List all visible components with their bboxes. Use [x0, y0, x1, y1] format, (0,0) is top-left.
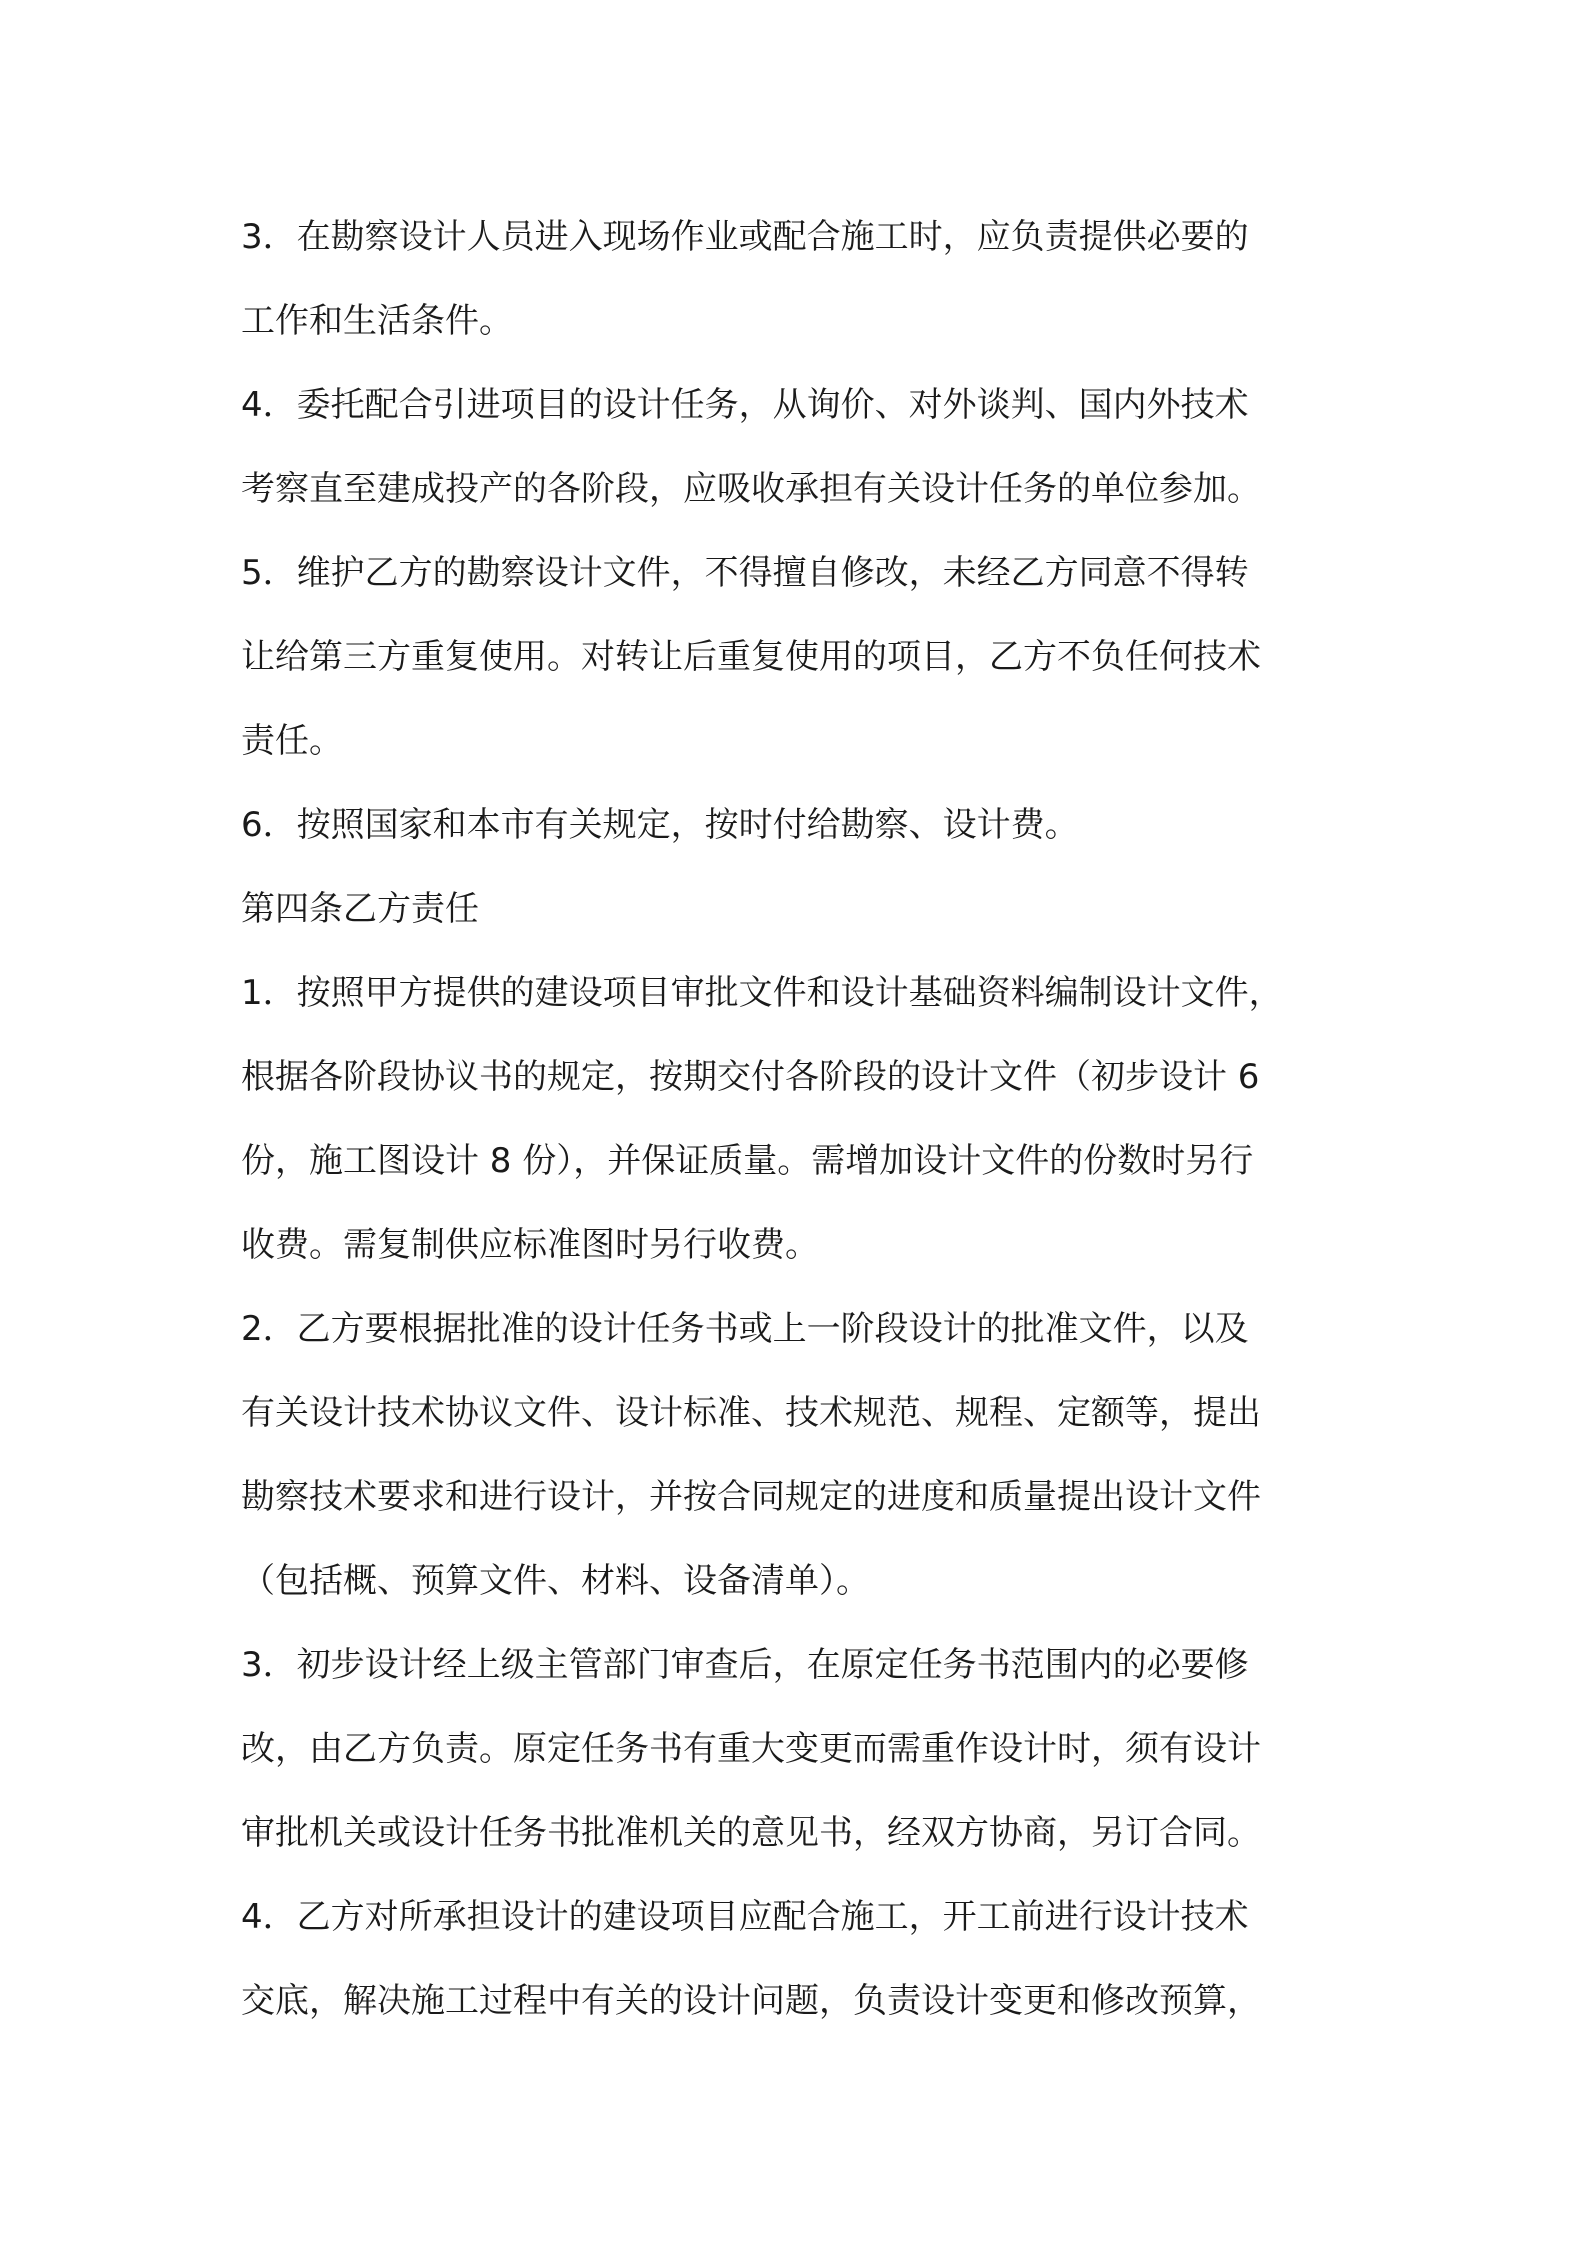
- text-line: 4．委托配合引进项目的设计任务，从询价、对外谈判、国内外技术: [241, 385, 1249, 425]
- paragraph-item-5: [241, 531, 1361, 783]
- text-line: 责任。: [241, 721, 343, 761]
- text-line: （包括概、预算文件、材料、设备清单）。: [241, 1561, 870, 1601]
- paragraph-item-6: [241, 783, 1361, 867]
- paragraph-item-3b: [241, 1623, 1361, 1875]
- paragraph-item-2: [241, 1287, 1361, 1623]
- section-heading-text: 第四条乙方责任: [241, 889, 479, 929]
- document-body: [241, 195, 1361, 2043]
- text-line: 1．按照甲方提供的建设项目审批文件和设计基础资料编制设计文件，: [241, 973, 1283, 1013]
- text-line: 5．维护乙方的勘察设计文件，不得擅自修改，未经乙方同意不得转: [241, 553, 1249, 593]
- paragraph-item-4: [241, 363, 1361, 531]
- text-line: 考察直至建成投产的各阶段，应吸收承担有关设计任务的单位参加。: [241, 469, 1261, 509]
- text-line: 4．乙方对所承担设计的建设项目应配合施工，开工前进行设计技术: [241, 1897, 1249, 1937]
- text-line: 勘察技术要求和进行设计，并按合同规定的进度和质量提出设计文件: [241, 1477, 1261, 1517]
- text-line: 6．按照国家和本市有关规定，按时付给勘察、设计费。: [241, 805, 1079, 845]
- text-line: 交底，解决施工过程中有关的设计问题，负责设计变更和修改预算，: [241, 1981, 1261, 2021]
- text-line: 工作和生活条件。: [241, 301, 513, 341]
- text-line: 份，施工图设计 8 份），并保证质量。需增加设计文件的份数时另行: [241, 1141, 1254, 1181]
- section-heading: [241, 867, 1361, 951]
- text-line: 改，由乙方负责。原定任务书有重大变更而需重作设计时，须有设计: [241, 1729, 1261, 1769]
- text-line: 让给第三方重复使用。对转让后重复使用的项目，乙方不负任何技术: [241, 637, 1261, 677]
- text-line: 收费。需复制供应标准图时另行收费。: [241, 1225, 819, 1265]
- text-line: 3．初步设计经上级主管部门审查后，在原定任务书范围内的必要修: [241, 1645, 1249, 1685]
- text-line: 有关设计技术协议文件、设计标准、技术规范、规程、定额等，提出: [241, 1393, 1261, 1433]
- paragraph-item-1: [241, 951, 1361, 1287]
- paragraph-item-3: [241, 195, 1361, 363]
- paragraph-item-4b: [241, 1875, 1361, 2043]
- text-line: 审批机关或设计任务书批准机关的意见书，经双方协商，另订合同。: [241, 1813, 1261, 1853]
- text-line: 根据各阶段协议书的规定，按期交付各阶段的设计文件（初步设计 6: [241, 1057, 1260, 1097]
- text-line: 3．在勘察设计人员进入现场作业或配合施工时，应负责提供必要的: [241, 217, 1249, 257]
- text-line: 2．乙方要根据批准的设计任务书或上一阶段设计的批准文件，以及: [241, 1309, 1249, 1349]
